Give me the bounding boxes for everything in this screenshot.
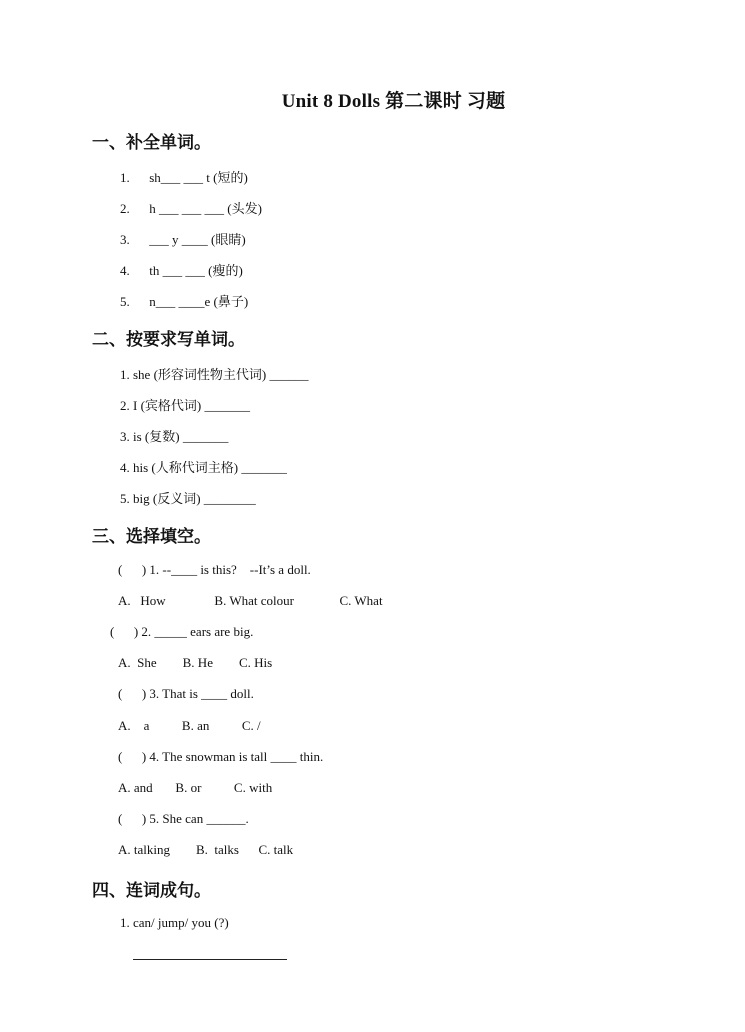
part4-item-1: 1. can/ jump/ you (?) <box>120 915 229 930</box>
part3-question-5: ( ) 5. She can ______. <box>118 811 249 826</box>
page-title: Unit 8 Dolls 第二课时 习题 <box>281 91 506 112</box>
part2-item-1: 1. she (形容词性物主代词) ______ <box>120 367 309 382</box>
part3-options-5: A. talking B. talks C. talk <box>118 842 294 857</box>
part1-item-4: 4. th ___ ___ (瘦的) <box>120 263 243 278</box>
section-heading-1: 一、补全单词。 <box>92 133 211 153</box>
section-heading-3: 三、选择填空。 <box>92 527 211 547</box>
section-heading-2: 二、按要求写单词。 <box>92 330 245 350</box>
part3-question-3: ( ) 3. That is ____ doll. <box>118 686 254 701</box>
part3-question-2: ( ) 2. _____ ears are big. <box>110 624 254 639</box>
part1-item-3: 3. ___ y ____ (眼睛) <box>120 232 246 247</box>
part3-options-2: A. She B. He C. His <box>118 655 273 670</box>
section-heading-4: 四、连词成句。 <box>92 881 211 901</box>
part3-options-4: A. and B. or C. with <box>118 780 273 795</box>
part1-item-5: 5. n___ ____e (鼻子) <box>120 294 249 309</box>
part3-options-3: A. a B. an C. / <box>118 718 261 733</box>
answer-line <box>133 959 287 960</box>
part2-item-3: 3. is (复数) _______ <box>120 429 229 444</box>
part2-item-4: 4. his (人称代词主格) _______ <box>120 460 287 475</box>
part3-question-1: ( ) 1. --____ is this? --It’s a doll. <box>118 562 311 577</box>
part1-item-1: 1. sh___ ___ t (短的) <box>120 170 248 185</box>
part3-question-4: ( ) 4. The snowman is tall ____ thin. <box>118 749 324 764</box>
part3-options-1: A. How B. What colour C. What <box>118 593 383 608</box>
part1-item-2: 2. h ___ ___ ___ (头发) <box>120 201 262 216</box>
part2-item-2: 2. I (宾格代词) _______ <box>120 398 250 413</box>
part2-item-5: 5. big (反义词) ________ <box>120 491 256 506</box>
